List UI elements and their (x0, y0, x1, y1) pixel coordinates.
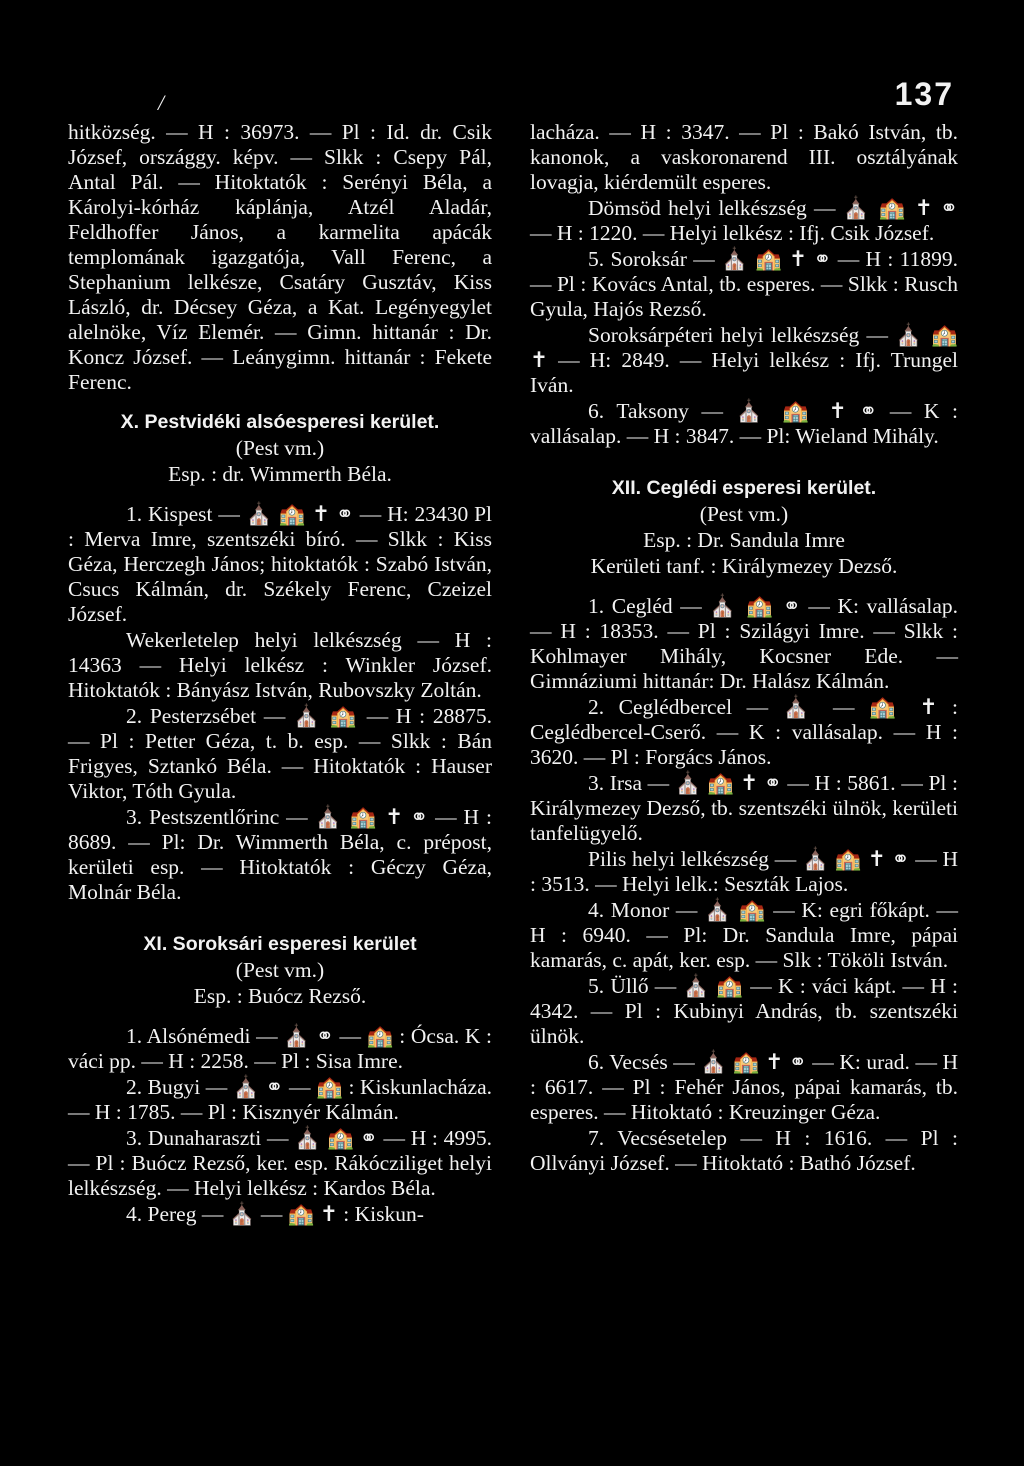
parish-entry: 7. Vecsésetelep — H : 1616. — Pl : Ollványi József. — Hitoktató : Bathó József. (530, 1126, 958, 1175)
parish-entry: 4. Pereg — ⛪ — 🏫 ✝ : Kiskun- (126, 1202, 424, 1226)
dean-line: Esp. : dr. Wimmerth Béla. (168, 462, 392, 486)
parish-entry: 2. Ceglédbercel — ⛪ — 🏫 ✝ : Ceglédbercel-Cserő. — K : vallásalap. — H : 3620. — Pl : Forgács János. (530, 695, 958, 769)
county-note: (Pest vm.) (235, 436, 325, 460)
parish-entry: 6. Vecsés — ⛪ 🏫 ✝ ⚭ — K: urad. — H : 6617. — Pl : Fehér János, pápai kamarás, tb. esperes. — Hitoktató : Kreuzinger Géza. (530, 1050, 958, 1124)
parish-entry: 1. Cegléd — ⛪ 🏫 ⚭ — K: vallásalap. — H : 18353. — Pl : Szilágyi Imre. — Slkk : Kohlmayer Mihály, Kocsner Ede. — Gimnáziumi hittanár: Dr. Halász Kálmán. (530, 594, 958, 693)
inspector-line: Kerületi tanf. : Királymezey Dezső. (590, 554, 898, 578)
parish-entry: Pilis helyi lelkészség — ⛪ 🏫 ✝ ⚭ — H : 3513. — Helyi lelk.: Seszták Lajos. (530, 847, 958, 896)
county-note: (Pest vm.) (699, 502, 789, 526)
parish-entry: 3. Pestszentlőrinc — ⛪ 🏫 ✝ ⚭ — H : 8689. — Pl: Dr. Wimmerth Béla, c. prépost, kerületi esp. — Hitoktatók : Géczy Géza, Molnár Béla. (68, 805, 492, 904)
paragraph: hitközség. — H : 36973. — Pl : Id. dr. Csik József, országgy. képv. — Slkk : Csepy Pál, Antal Pál. — Hitoktatók : Serényi Béla, a Károlyi-kórház káplánja, Atzél Aladár, Feldhoffer János, a karmelita apácák templomának igazgatója, Vall Ferenc, a Stephanium lelkésze, Csatáry Gusztáv, Kiss László, dr. Décsey Géza, a Kat. Legényegylet alelnöke, Víz Elemér. — Gimn. hittanár : Dr. Koncz József. — Leánygimn. hittanár : Fekete Ferenc. (68, 120, 492, 394)
parish-entry: 4. Monor — ⛪ 🏫 — K: egri főkápt. — H : 6940. — Pl: Dr. Sandula Imre, pápai kamarás, c. apát, ker. esp. — Slk : Tököli István. (530, 898, 958, 972)
parish-entry: Dömsöd helyi lelkészség — ⛪ 🏫 ✝ ⚭ — H : 1220. — Helyi lelkész : Ifj. Csik József. (530, 196, 958, 245)
county-note: (Pest vm.) (235, 958, 325, 982)
section-heading: X. Pestvidéki alsóesperesi kerület. (120, 411, 440, 433)
parish-entry: 1. Kispest — ⛪ 🏫 ✝ ⚭ — H: 23430 Pl : Merva Imre, szentszéki bíró. — Slkk : Kiss Géza, Herczegh János; hitoktatók : Szabó István, Csucs Kálmán, dr. Székely Ferenc, Czeizel József. (68, 502, 492, 626)
parish-entry: Soroksárpéteri helyi lelkészség — ⛪ 🏫 ✝ — H: 2849. — Helyi lelkész : Ifj. Trungel Iván. (530, 323, 958, 397)
section-heading: XII. Ceglédi esperesi kerület. (611, 477, 877, 499)
page-number: 137 (894, 76, 954, 112)
section-heading: XI. Soroksári esperesi kerület (143, 933, 417, 955)
parish-entry: 2. Bugyi — ⛪ ⚭ — 🏫 : Kiskunlacháza. — H : 1785. — Pl : Kisznyér Kálmán. (68, 1075, 492, 1124)
margin-mark: / (158, 90, 165, 115)
parish-entry: 1. Alsónémedi — ⛪ ⚭ — 🏫 : Ócsa. K : váci pp. — H : 2258. — Pl : Sisa Imre. (68, 1024, 492, 1073)
parish-entry: 6. Taksony — ⛪ 🏫 ✝ ⚭ — K : vallásalap. — H : 3847. — Pl: Wieland Mihály. (530, 399, 958, 448)
parish-entry: 3. Irsa — ⛪ 🏫 ✝ ⚭ — H : 5861. — Pl : Királymezey Dezső, tb. szentszéki ülnök, kerületi tanfelügyelő. (530, 771, 958, 845)
parish-entry: 3. Dunaharaszti — ⛪ 🏫 ⚭ — H : 4995. — Pl : Buócz Rezső, ker. esp. Rákócziliget helyi lelkészség. — Helyi lelkész : Kardos Béla. (68, 1126, 492, 1200)
dean-line: Esp. : Buócz Rezső. (193, 984, 367, 1008)
dean-line: Esp. : Dr. Sandula Imre (643, 528, 845, 552)
left-column (68, 120, 492, 1228)
right-column (530, 120, 958, 1177)
parish-entry: Wekerletelep helyi lelkészség — H : 14363 — Helyi lelkész : Winkler József. Hitoktatók : Bányász István, Rubovszky Zoltán. (68, 628, 492, 702)
parish-entry: 5. Üllő — ⛪ 🏫 — K : váci kápt. — H : 4342. — Pl : Kubinyi András, tb. szentszéki ülnök. (530, 974, 958, 1048)
parish-entry: 5. Soroksár — ⛪ 🏫 ✝ ⚭ — H : 11899. — Pl : Kovács Antal, tb. esperes. — Slkk : Rusch Gyula, Hajós Rezső. (530, 247, 958, 321)
paragraph: lacháza. — H : 3347. — Pl : Bakó István, tb. kanonok, a vaskoronarend III. osztályának lovagja, kiérdemült esperes. (530, 120, 958, 194)
parish-entry: 2. Pesterzsébet — ⛪ 🏫 — H : 28875. — Pl : Petter Géza, t. b. esp. — Slkk : Bán Frigyes, Sztankó Béla. — Hitoktatók : Hauser Viktor, Tóth Gyula. (68, 704, 492, 803)
